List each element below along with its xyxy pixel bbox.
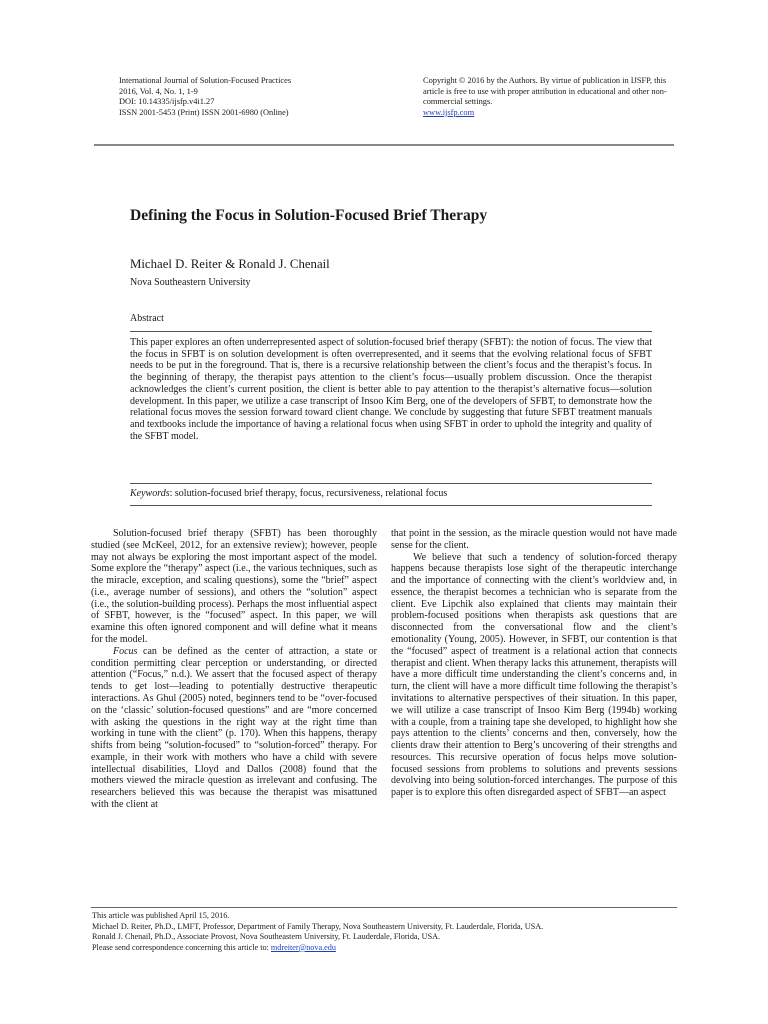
abstract-heading: Abstract xyxy=(130,313,164,324)
journal-issn: ISSN 2001-5453 (Print) ISSN 2001-6980 (Online) xyxy=(119,107,289,117)
copyright-notice xyxy=(423,76,673,118)
abstract-text: This paper explores an often underrepresented aspect of solution-focused brief therapy (SFBT): the notion of focus. The view that the focus in SFBT is on solution development is often overrepresented, and it seems that the evolving relational focus of SFBT needs to be put in the foreground. That is, there is a recursive relationship between the client’s focus and the therapist’s focus. In the beginning of therapy, the therapist pays attention to the client’s focus—usually problem discussion. Once the therapist acknowledges the client’s current position, the client is better able to pay attention to the therapist’s alternative focus—solution development. In this paper, we utilize a case transcript of Insoo Kim Berg, one of the developers of SFBT, to demonstrate how the relational focus moves the session forward toward client change. We conclude by suggesting that future SFBT treatment manuals and textbooks include the importance of having a relational focus when using SFBT in order to uphold the integrity and quality of the SFBT model. xyxy=(130,337,652,442)
keywords-list: : solution-focused brief therapy, focus, recursiveness, relational focus xyxy=(169,488,448,499)
focus-term: Focus xyxy=(113,645,138,657)
author2-note: Ronald J. Chenail, Ph.D., Associate Provost, Nova Southeastern University, Ft. Lauderdale, Florida, USA. xyxy=(92,932,441,942)
abstract-bottom-rule xyxy=(130,483,652,484)
author1-note: Michael D. Reiter, Ph.D., LMFT, Professor, Department of Family Therapy, Nova Southeastern University, Ft. Lauderdale, Florida, USA. xyxy=(92,921,544,931)
correspondence-note xyxy=(92,943,672,954)
publication-date-note: This article was published April 15, 2016. xyxy=(92,911,230,920)
footnotes xyxy=(92,911,672,953)
article-title: Defining the Focus in Solution-Focused Brief Therapy xyxy=(130,207,488,224)
journal-volume: 2016, Vol. 4, No. 1, 1-9 xyxy=(119,86,198,96)
focus-definition: can be defined as the center of attraction, a state or condition permitting clear perception or understanding, or directed attention (“Focus,” n.d.). We assert that the focused aspect of therapy tends to get lost—leading to potentially destructive therapeutic interactions. As Ghul (2005) noted, beginners tend to be “over-focused on the ‘classic’ solution-focused questions” and are “more concerned with asking the questions in the right way at the right time than working in tune with the client” (p. 170). When this happens, therapy shifts from being “solution-focused” to “solution-forced” therapy. For example, in their work with mothers who have a child with severe intellectual disabilities, Lloyd and Dallos (2008) found that the mothers viewed the miracle question as irrelevant and confusing. The researchers believed this was because the therapist was misattuned with the client at xyxy=(91,645,377,810)
body-paragraph: that point in the session, as the miracle question would not have made sense for the client. xyxy=(391,528,677,551)
keywords xyxy=(130,488,652,499)
correspondence-text: Please send correspondence concerning this article to: xyxy=(92,942,271,952)
body-paragraph: Solution-focused brief therapy (SFBT) has been thoroughly studied (see McKeel, 2012, for an extensive review); however, people may not always be exploring the most important aspect of the model. Some explore the “therapy” aspect (i.e., the various techniques, such as the miracle, exception, and scaling questions), some the “brief” aspect (i.e., average number of sessions), and others the “solution” aspect (i.e., the solution-building process). Perhaps the most influential aspect of SFBT, however, is the “focused” aspect. In this paper, we will examine this often ignored component and will define what it means for the model. xyxy=(91,528,377,646)
author-affiliation: Nova Southeastern University xyxy=(130,277,251,288)
correspondence-email-link[interactable]: mdreiter@nova.edu xyxy=(270,942,336,952)
journal-name: International Journal of Solution-Focused Practices xyxy=(119,76,292,85)
header-divider xyxy=(94,144,674,146)
keywords-rule xyxy=(130,505,652,506)
body-column-left xyxy=(91,528,377,811)
keywords-label: Keywords xyxy=(130,488,170,499)
copyright-text: Copyright © 2016 by the Authors. By virtue of publication in IJSFP, this article is free to use with proper attribution in educational and other non-commercial settings. xyxy=(423,76,667,106)
footnote-divider xyxy=(91,907,677,908)
journal-doi: DOI: 10.14335/ijsfp.v4i1.27 xyxy=(119,97,215,106)
body-paragraph xyxy=(91,646,377,811)
body-paragraph: We believe that such a tendency of solution-forced therapy happens because therapists lose sight of the therapeutic interchange and the importance of connecting with the client’s worldview and, in essence, the therapist becomes a technician who is separate from the client. Eve Lipchik also explained that clients may maintain their problem-focused positions when therapists ask questions that are disconnected from the conversational flow and the client’s emotionality (Young, 2005). However, in SFBT, our contention is that the “focused” aspect of treatment is a relational action that connects therapist and client. When therapy lacks this attunement, therapists will have a more difficult time understanding the client’s concerns and, in turn, the client will have a more difficult time following the therapist’s invitations to alternative perspectives of their situation. In this paper, we will utilize a case transcript of Insoo Kim Berg (1994b) working with a couple, from a training tape she developed, to highlight how she pays attention to the clients’ concerns and then, conversely, how the clients draw their attention to Berg’s uncovering of their strengths and resources. This recursive operation of focus helps move solution-focused sessions from problems to solutions and prevents sessions devolving into being solution-forced interchanges. The purpose of this paper is to explore this often disregarded aspect of SFBT—an aspect xyxy=(391,551,677,799)
journal-website-link[interactable]: www.ijsfp.com xyxy=(423,107,475,117)
body-column-right xyxy=(391,528,677,799)
journal-info xyxy=(119,76,359,118)
article-authors: Michael D. Reiter & Ronald J. Chenail xyxy=(130,257,330,271)
abstract-top-rule xyxy=(130,331,652,332)
